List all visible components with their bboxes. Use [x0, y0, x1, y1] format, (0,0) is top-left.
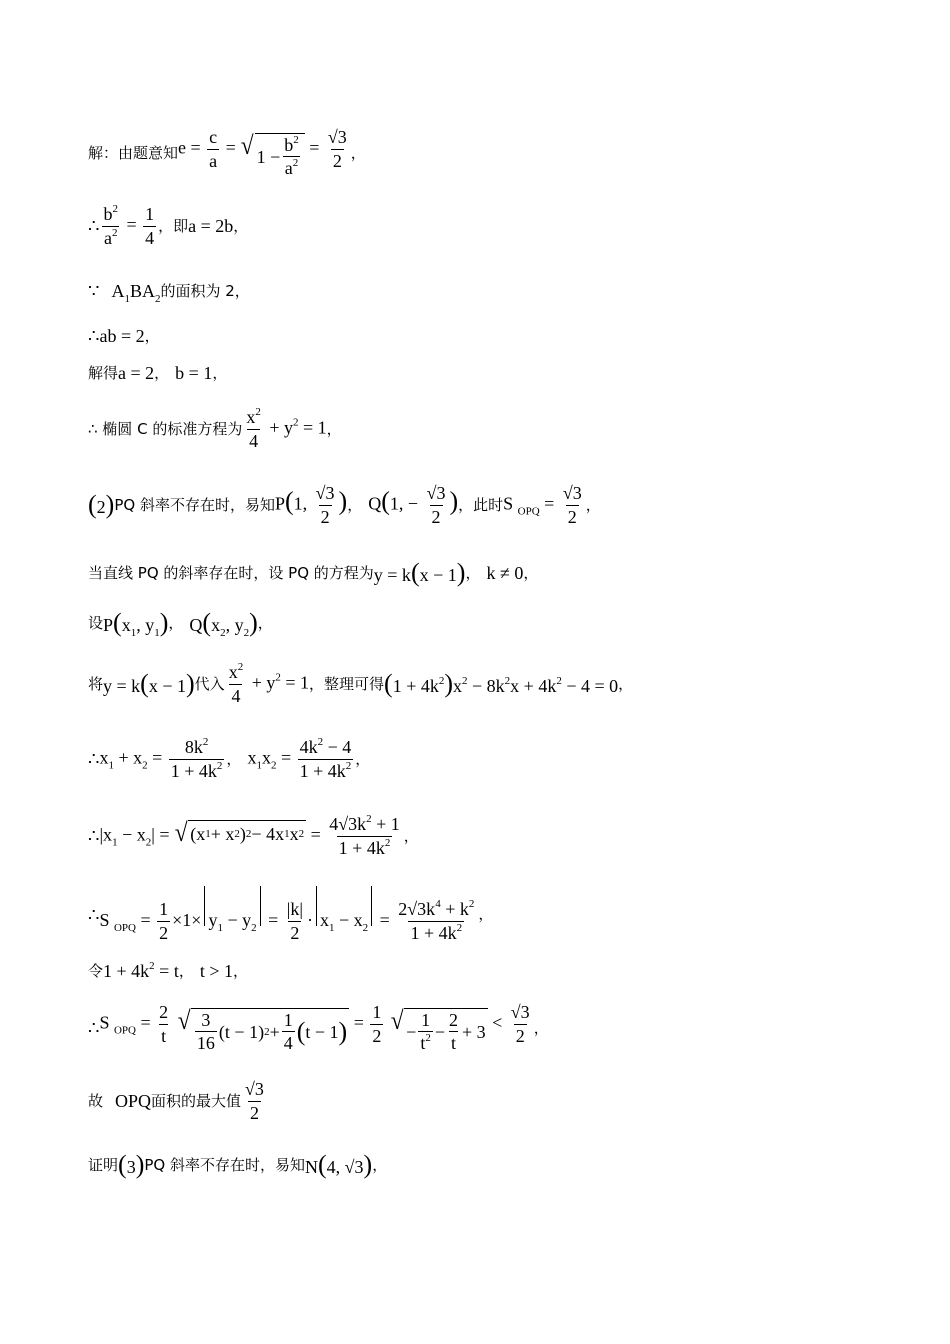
text: ，: [478, 905, 494, 924]
text: 面积的最大值: [151, 1091, 242, 1110]
formula: N(4, √3): [304, 1150, 373, 1179]
text: ，即: [158, 216, 189, 235]
text: ∴ 椭圆 C 的标准方程为: [88, 419, 243, 438]
formula: S $_{OPQ}$ = $\frac{√3}{2}$: [503, 483, 582, 527]
text: PQ 斜率不存在时，易知: [144, 1155, 305, 1174]
formula: S $_{OPQ}$ = $\frac{2}{t}$ √ $\frac{3}{16}$ (t − 1) 2 + $\frac{1}{4}$ ( t − 1 ) = $\frac{1}{2}$ √ − $\frac{1}{t^2}$ − $\frac{2}{t}$ + 3 < $\frac{√3}{2}$: [99, 1002, 530, 1054]
text: ，: [585, 495, 601, 514]
text: 代入: [194, 674, 225, 693]
text: 将: [88, 674, 104, 693]
formula: $1 + 4k^2 = t$: [103, 960, 179, 981]
formula: $(1 + 4k^2)x^2 - 8k^2x + 4k^2 - 4 = 0$: [384, 669, 619, 699]
line-10: [88, 663, 633, 706]
formula: OPQ: [115, 1091, 152, 1112]
text: ，: [154, 363, 170, 382]
line-5: [88, 364, 227, 382]
text: 解得: [88, 363, 119, 382]
text: 解：由题意知: [88, 143, 179, 162]
text: ，此时: [458, 495, 504, 514]
line-17: [88, 1152, 387, 1178]
formula: (2): [88, 490, 115, 520]
line-7: [88, 484, 601, 527]
text: ，: [326, 419, 342, 438]
text: ，: [523, 563, 539, 582]
formula: S $_{OPQ}$ = $\frac{1}{2}$ $\times 1\times y_1 - y_2$ = $\frac{|k|}{2}$ · $x_1 - x_2$ = $\frac{2√3k^4 + k^2}{1 + 4k^2}$: [99, 886, 478, 943]
formula: $A_1BA_2$: [111, 281, 161, 305]
line-9: [88, 608, 273, 639]
text: 的面积为 2，: [160, 281, 250, 300]
text: 令: [88, 961, 104, 980]
symbol: ∴: [88, 749, 100, 770]
line-3: [88, 281, 250, 305]
line-14: [88, 962, 248, 980]
formula: $\frac{x^2}{4}$ + $y^2 = 1$: [246, 406, 327, 451]
text: 设: [88, 613, 104, 632]
symbol: ∵: [88, 281, 100, 301]
formula: b = 1: [175, 363, 213, 383]
formula: $\frac{b^2}{a^2}$ = $\frac{1}{4}$: [103, 203, 155, 248]
text: ，: [226, 749, 242, 768]
line-4: [88, 327, 160, 345]
text: ，: [178, 961, 194, 980]
formula: y = k(x − 1): [103, 669, 195, 699]
symbol: ∴: [88, 326, 100, 346]
formula: $Q(x_2$, $y_2$): [189, 608, 258, 639]
text: 故: [88, 1091, 104, 1110]
symbol: ∴: [88, 904, 100, 925]
formula: $x_1 + x_2$ = $\frac{8k^2}{1 + 4k^2}$: [99, 736, 223, 781]
text: ，整理可得: [309, 674, 385, 693]
text: 当直线 PQ 的斜率存在时，设 PQ 的方程为: [88, 563, 374, 582]
text: ，: [350, 143, 366, 162]
formula: t > 1: [199, 961, 233, 981]
formula: $x_1x_2$ = $\frac{4k^2 - 4}{1 + 4k^2}$: [247, 736, 352, 781]
text: ，: [257, 613, 273, 632]
text: ，: [347, 495, 363, 514]
formula: e = $\frac{c}{a}$ = √ 1 − $\frac{b^2}{a^2}$ = $\frac{√3}{2}$: [178, 127, 347, 179]
text: ，: [403, 826, 419, 845]
text: ，: [372, 1155, 388, 1174]
formula: a = 2b: [188, 216, 234, 237]
text: ，: [233, 216, 249, 235]
formula: Q(1, − $\frac{√3}{2}$ ): [368, 483, 459, 527]
text: ，: [144, 326, 160, 345]
line-6: [88, 408, 342, 451]
text: ，: [168, 613, 184, 632]
formula: $|x_1 - x_2|$ = √ (x 1 + x 2 ) 2 − 4x 1 x 2 = $\frac{4√3k^2 + 1}{1 + 4k^2}$: [99, 813, 400, 858]
text: ，: [212, 363, 228, 382]
text: 证明: [88, 1155, 119, 1174]
formula: (3): [118, 1150, 145, 1179]
line-11: [88, 738, 370, 781]
formula: a = 2: [118, 363, 155, 383]
text: ，: [465, 563, 481, 582]
formula: $P(x_1$, $y_1$): [103, 608, 169, 639]
symbol: ∴: [88, 826, 100, 847]
line-12: [88, 815, 419, 858]
text: ，: [355, 749, 371, 768]
line-16: [88, 1080, 268, 1123]
text: PQ 斜率不存在时，易知: [114, 495, 275, 514]
symbol: ∴: [88, 1018, 100, 1039]
formula: y = k(x − 1): [373, 558, 466, 587]
formula: $\frac{√3}{2}$: [245, 1079, 264, 1123]
line-8: [88, 560, 538, 586]
line-1: [88, 128, 366, 178]
text: ，: [533, 1018, 549, 1037]
symbol: ∴: [88, 216, 100, 237]
line-15: [88, 1003, 549, 1053]
text: ，: [233, 961, 249, 980]
formula: P(1, $\frac{√3}{2}$ ): [274, 483, 348, 527]
formula: $\frac{x^2}{4}$ + $y^2 = 1$: [228, 661, 309, 706]
formula: k ≠ 0: [486, 563, 524, 583]
line-13: [88, 886, 493, 943]
line-2: [88, 205, 248, 248]
text: ，: [618, 674, 634, 693]
formula: ab = 2: [99, 326, 145, 346]
